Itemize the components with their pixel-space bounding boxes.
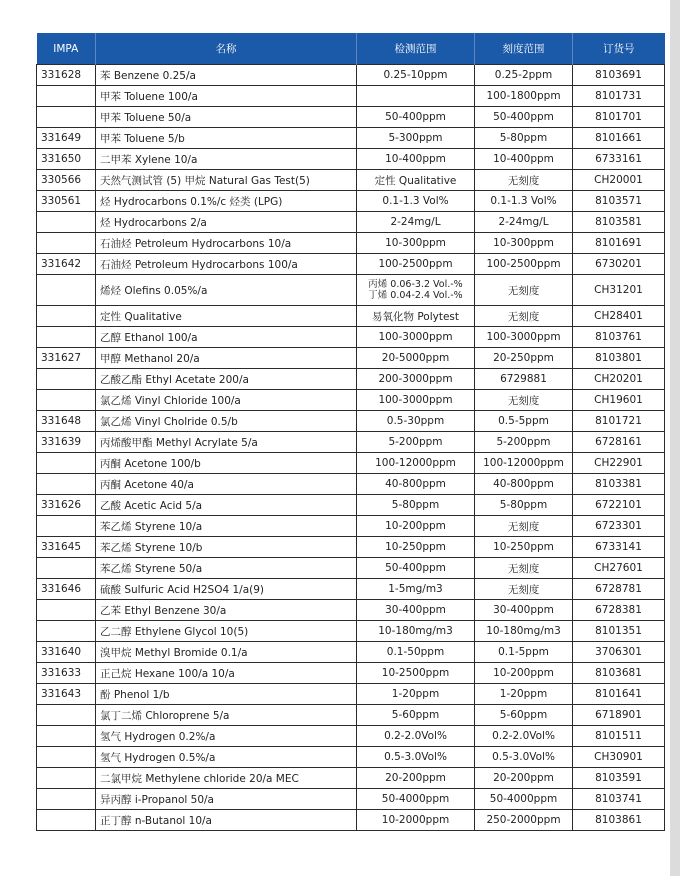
cell-name: 丙酮 Acetone 40/a [96,474,357,495]
cell-scale: 无刻度 [475,558,573,579]
cell-name: 氯丁二烯 Chloroprene 5/a [96,705,357,726]
cell-range: 50-400ppm [357,558,475,579]
cell-impa: 331643 [37,684,96,705]
table-row [37,411,665,432]
cell-scale: 30-400ppm [475,600,573,621]
cell-impa [37,275,96,306]
cell-impa [37,233,96,254]
cell-range: 40-800ppm [357,474,475,495]
cell-scale: 0.1-1.3 Vol% [475,191,573,212]
cell-name: 甲苯 Toluene 50/a [96,107,357,128]
table-row [37,663,665,684]
table-row [37,474,665,495]
table-row [37,390,665,411]
table-row [37,789,665,810]
table-row [37,254,665,275]
table-row [37,705,665,726]
cell-impa [37,810,96,831]
header-range: 检测范围 [357,33,475,65]
table-row [37,768,665,789]
table-row [37,726,665,747]
table-header [37,33,665,65]
cell-range: 10-2000ppm [357,810,475,831]
cell-impa [37,474,96,495]
cell-name: 二甲苯 Xylene 10/a [96,149,357,170]
cell-impa [37,369,96,390]
cell-scale: 20-200ppm [475,768,573,789]
cell-range: 50-400ppm [357,107,475,128]
table-row [37,191,665,212]
cell-order: CH31201 [573,275,665,306]
cell-scale: 10-200ppm [475,663,573,684]
cell-scale: 5-80ppm [475,128,573,149]
cell-order: 6718901 [573,705,665,726]
cell-order: 6728161 [573,432,665,453]
table-row [37,275,665,306]
cell-impa [37,86,96,107]
cell-scale: 100-12000ppm [475,453,573,474]
cell-impa [37,516,96,537]
cell-name: 氢气 Hydrogen 0.5%/a [96,747,357,768]
cell-order: 8103861 [573,810,665,831]
cell-order: 8103381 [573,474,665,495]
cell-scale: 250-2000ppm [475,810,573,831]
cell-scale: 2-24mg/L [475,212,573,233]
cell-scale: 50-4000ppm [475,789,573,810]
table-row [37,306,665,327]
cell-order: 8103591 [573,768,665,789]
cell-name: 酚 Phenol 1/b [96,684,357,705]
cell-range: 定性 Qualitative [357,170,475,191]
cell-range: 10-180mg/m3 [357,621,475,642]
table-row [37,747,665,768]
cell-order: 6728381 [573,600,665,621]
table-row [37,537,665,558]
cell-range: 1-20ppm [357,684,475,705]
table-row [37,65,665,86]
cell-impa [37,212,96,233]
cell-impa: 331645 [37,537,96,558]
cell-name: 丙酮 Acetone 100/b [96,453,357,474]
cell-name: 苯乙烯 Styrene 50/a [96,558,357,579]
cell-name: 正己烷 Hexane 100/a 10/a [96,663,357,684]
cell-impa: 331649 [37,128,96,149]
cell-scale: 5-200ppm [475,432,573,453]
cell-range: 0.1-50ppm [357,642,475,663]
cell-order: 8101691 [573,233,665,254]
cell-range: 5-200ppm [357,432,475,453]
cell-scale: 无刻度 [475,306,573,327]
cell-impa [37,747,96,768]
cell-range: 10-2500ppm [357,663,475,684]
cell-order: CH22901 [573,453,665,474]
cell-name: 正丁醇 n-Butanol 10/a [96,810,357,831]
table-row [37,453,665,474]
cell-impa [37,705,96,726]
cell-impa [37,327,96,348]
cell-order: 8101731 [573,86,665,107]
cell-order: 3706301 [573,642,665,663]
cell-scale: 0.5-5ppm [475,411,573,432]
cell-range: 0.5-30ppm [357,411,475,432]
cell-scale: 1-20ppm [475,684,573,705]
cell-range: 200-3000ppm [357,369,475,390]
cell-name: 乙二醇 Ethylene Glycol 10(5) [96,621,357,642]
table-row [37,495,665,516]
cell-name: 乙苯 Ethyl Benzene 30/a [96,600,357,621]
cell-scale: 无刻度 [475,170,573,191]
cell-name: 苯乙烯 Styrene 10/a [96,516,357,537]
header-order: 订货号 [573,33,665,65]
cell-impa: 331648 [37,411,96,432]
cell-name: 二氯甲烷 Methylene chloride 20/a MEC [96,768,357,789]
cell-order: 8103801 [573,348,665,369]
cell-impa: 331628 [37,65,96,86]
cell-order: 8103681 [573,663,665,684]
table-body [37,65,665,831]
cell-scale: 100-3000ppm [475,327,573,348]
cell-scale: 40-800ppm [475,474,573,495]
cell-name: 丙烯酸甲酯 Methyl Acrylate 5/a [96,432,357,453]
cell-order: CH27601 [573,558,665,579]
cell-scale: 50-400ppm [475,107,573,128]
cell-range: 2-24mg/L [357,212,475,233]
cell-order: 8103571 [573,191,665,212]
cell-range: 0.1-1.3 Vol% [357,191,475,212]
cell-scale: 10-300ppm [475,233,573,254]
cell-impa [37,306,96,327]
cell-name: 烯烃 Olefins 0.05%/a [96,275,357,306]
cell-impa: 331626 [37,495,96,516]
cell-scale: 5-80ppm [475,495,573,516]
cell-scale: 10-250ppm [475,537,573,558]
table-row [37,432,665,453]
table-row [37,810,665,831]
cell-impa [37,726,96,747]
table-row [37,369,665,390]
table-row [37,348,665,369]
table-row [37,516,665,537]
header-name: 名称 [96,33,357,65]
cell-impa: 331646 [37,579,96,600]
cell-scale: 5-60ppm [475,705,573,726]
table-row [37,621,665,642]
cell-range: 易氧化物 Polytest [357,306,475,327]
cell-order: 6728781 [573,579,665,600]
table-row [37,642,665,663]
cell-name: 烃 Hydrocarbons 0.1%/c 烃类 (LPG) [96,191,357,212]
cell-range: 1-5mg/m3 [357,579,475,600]
cell-order: 8103741 [573,789,665,810]
table-row [37,327,665,348]
table-row [37,558,665,579]
table-row [37,149,665,170]
cell-scale: 100-2500ppm [475,254,573,275]
cell-impa [37,558,96,579]
cell-order: 6723301 [573,516,665,537]
cell-range: 5-60ppm [357,705,475,726]
cell-order: CH30901 [573,747,665,768]
cell-range: 100-3000ppm [357,327,475,348]
cell-range: 10-400ppm [357,149,475,170]
cell-scale: 无刻度 [475,516,573,537]
cell-impa [37,789,96,810]
cell-order: 6733161 [573,149,665,170]
cell-name: 天然气测试管 (5) 甲烷 Natural Gas Test(5) [96,170,357,191]
cell-range: 50-4000ppm [357,789,475,810]
table-row [37,170,665,191]
cell-range [357,275,475,306]
cell-scale: 0.5-3.0Vol% [475,747,573,768]
cell-range: 10-200ppm [357,516,475,537]
cell-impa [37,600,96,621]
cell-name: 烃 Hydrocarbons 2/a [96,212,357,233]
cell-name: 乙酸 Acetic Acid 5/a [96,495,357,516]
cell-impa [37,107,96,128]
cell-order: 6733141 [573,537,665,558]
cell-order: 8101701 [573,107,665,128]
cell-name: 氯乙烯 Vinyl Chloride 100/a [96,390,357,411]
range-line: 丁烯 0.04-2.4 Vol.-% [368,290,463,301]
range-line: 丙烯 0.06-3.2 Vol.-% [368,279,463,290]
cell-impa: 331642 [37,254,96,275]
header-scale: 刻度范围 [475,33,573,65]
cell-order: 8103761 [573,327,665,348]
cell-range [357,86,475,107]
cell-order: 8103691 [573,65,665,86]
cell-impa: 331650 [37,149,96,170]
cell-scale: 无刻度 [475,390,573,411]
cell-range: 10-300ppm [357,233,475,254]
cell-scale: 无刻度 [475,579,573,600]
cell-scale: 0.2-2.0Vol% [475,726,573,747]
cell-name: 氢气 Hydrogen 0.2%/a [96,726,357,747]
cell-impa: 331627 [37,348,96,369]
cell-name: 石油烃 Petroleum Hydrocarbons 10/a [96,233,357,254]
cell-range: 0.2-2.0Vol% [357,726,475,747]
cell-order: CH28401 [573,306,665,327]
cell-name: 苯乙烯 Styrene 10/b [96,537,357,558]
cell-impa: 331633 [37,663,96,684]
cell-name: 乙酸乙酯 Ethyl Acetate 200/a [96,369,357,390]
cell-order: 8101511 [573,726,665,747]
table-row [37,212,665,233]
cell-scale: 6729881 [475,369,573,390]
cell-scale: 20-250ppm [475,348,573,369]
cell-order: CH20201 [573,369,665,390]
cell-name: 硫酸 Sulfuric Acid H2SO4 1/a(9) [96,579,357,600]
table-row [37,579,665,600]
cell-range: 100-12000ppm [357,453,475,474]
cell-range: 20-5000ppm [357,348,475,369]
cell-range: 0.25-10ppm [357,65,475,86]
table-row [37,684,665,705]
cell-impa [37,621,96,642]
cell-scale: 0.25-2ppm [475,65,573,86]
cell-order: 8101721 [573,411,665,432]
cell-order: 8101351 [573,621,665,642]
cell-order: 6722101 [573,495,665,516]
cell-name: 乙醇 Ethanol 100/a [96,327,357,348]
cell-scale: 0.1-5ppm [475,642,573,663]
cell-impa: 331639 [37,432,96,453]
cell-impa [37,768,96,789]
cell-impa: 330561 [37,191,96,212]
right-edge-strip [670,0,680,876]
cell-name: 溴甲烷 Methyl Bromide 0.1/a [96,642,357,663]
cell-range: 0.5-3.0Vol% [357,747,475,768]
cell-scale: 10-180mg/m3 [475,621,573,642]
cell-scale: 10-400ppm [475,149,573,170]
cell-impa: 331640 [37,642,96,663]
cell-name: 甲苯 Toluene 100/a [96,86,357,107]
cell-name: 定性 Qualitative [96,306,357,327]
cell-name: 甲醇 Methanol 20/a [96,348,357,369]
cell-name: 异丙醇 i-Propanol 50/a [96,789,357,810]
cell-range: 20-200ppm [357,768,475,789]
cell-name: 石油烃 Petroleum Hydrocarbons 100/a [96,254,357,275]
cell-range: 30-400ppm [357,600,475,621]
cell-name: 甲苯 Toluene 5/b [96,128,357,149]
header-impa: IMPA [37,33,96,65]
cell-impa [37,453,96,474]
cell-range: 5-80ppm [357,495,475,516]
cell-range: 100-2500ppm [357,254,475,275]
cell-range: 10-250ppm [357,537,475,558]
cell-impa [37,390,96,411]
cell-order: 6730201 [573,254,665,275]
cell-range: 100-3000ppm [357,390,475,411]
cell-order: CH20001 [573,170,665,191]
table-row [37,128,665,149]
cell-name: 苯 Benzene 0.25/a [96,65,357,86]
table-row [37,600,665,621]
cell-scale: 100-1800ppm [475,86,573,107]
cell-scale: 无刻度 [475,275,573,306]
table-row [37,107,665,128]
cell-order: 8101641 [573,684,665,705]
cell-order: 8103581 [573,212,665,233]
cell-order: 8101661 [573,128,665,149]
table-row [37,233,665,254]
cell-order: CH19601 [573,390,665,411]
cell-impa: 330566 [37,170,96,191]
product-table [36,33,665,831]
table-row [37,86,665,107]
cell-range: 5-300ppm [357,128,475,149]
cell-name: 氯乙烯 Vinyl Cholride 0.5/b [96,411,357,432]
